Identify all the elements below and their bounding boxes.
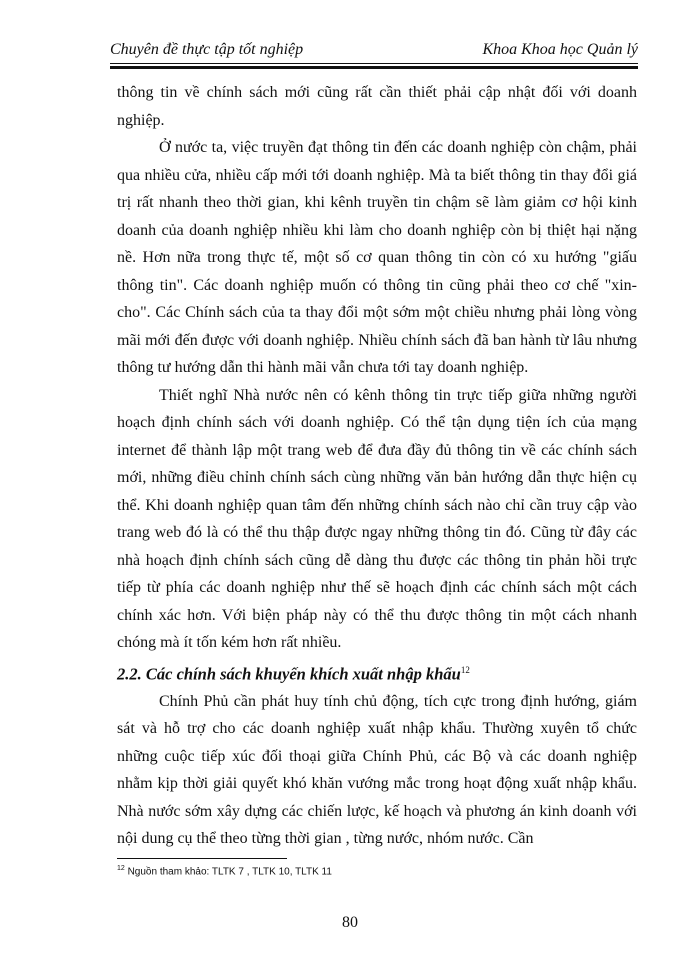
page-number: 80 <box>342 914 358 931</box>
header-left-title: Chuyên đề thực tập tốt nghiệp <box>110 41 304 58</box>
paragraph: Thiết nghĩ Nhà nước nên có kênh thông tin trực tiếp giữa những người hoạch định chính sách với doanh nghiệp. Có thể tận dụng tiện ích của mạng internet để thành lập một trang web để đưa đầy đủ thông tin về các chính sách mới, những điều chỉnh chính sách cùng những văn bản hướng dẫn thực hiện cụ thể. Khi doanh nghiệp quan tâm đến những chính sách nào chỉ cần truy cập vào trang web đó là có thể thu thập được ngay những thông tin đó. Cũng từ đây các nhà hoạch định chính sách cũng dễ dàng thu được các thông tin phản hồi trực tiếp từ phía các doanh nghiệp như thế sẽ hoạch định các chính sách một cách chính xác hơn. Với biện pháp này có thể thu được thông tin một cách nhanh chóng mà ít tốn kém hơn rất nhiều. <box>117 386 637 651</box>
section-heading-text: 2.2. Các chính sách khuyến khích xuất nhập khẩu <box>117 664 461 683</box>
footnote-text: Nguồn tham khảo: TLTK 7 , TLTK 10, TLTK 11 <box>124 866 332 878</box>
footnote <box>117 865 332 877</box>
page-header <box>110 40 638 60</box>
header-right-title: Khoa Khoa học Quản lý <box>482 41 638 58</box>
paragraph: Chính Phủ cần phát huy tính chủ động, tích cực trong định hướng, giám sát và hỗ trợ cho các doanh nghiệp xuất nhập khẩu. Thường xuyên tổ chức những cuộc tiếp xúc đối thoại giữa Chính Phủ, các Bộ và các doanh nghiệp nhằm kịp thời giải quyết khó khăn vướng mắc trong hoạt động xuất nhập khẩu. Nhà nước sớm xây dựng các chiến lược, kế hoạch và phương án kinh doanh với nội dung cụ thể theo từng thời gian , từng nước, nhóm nước. Cần <box>117 692 637 847</box>
header-rule-thick <box>110 66 638 69</box>
footnote-number: 12 <box>117 865 125 872</box>
footnote-divider <box>117 858 287 859</box>
paragraph: Ở nước ta, việc truyền đạt thông tin đến các doanh nghiệp còn chậm, phải qua nhiều cửa, nhiều cấp mới tới doanh nghiệp. Mà ta biết thông tin thay đổi giá trị rất nhanh theo thời gian, khi kênh truyền tin chậm sẽ làm giảm cơ hội kinh doanh của doanh nghiệp nhiều khi làm cho doanh nghiệp còn bị thiệt hại nặng nề. Hơn nữa trong thực tế, một số cơ quan thông tin còn có xu hướng "giấu thông tin". Các doanh nghiệp muốn có thông tin cũng phải theo cơ chế "xin- cho". Các Chính sách của ta thay đổi một sớm một chiều nhưng phải lòng vòng mãi mới đến được với doanh nghiệp. Nhiều chính sách đã ban hành từ lâu nhưng thông tư hướng dẫn thi hành mãi vẫn chưa tới tay doanh nghiệp. <box>117 139 637 376</box>
footnote-reference[interactable]: 12 <box>460 664 470 675</box>
header-rule-thin <box>110 63 638 64</box>
section-heading <box>117 657 637 688</box>
body-text <box>117 79 637 853</box>
paragraph-continued: thông tin về chính sách mới cũng rất cần thiết phải cập nhật đối với doanh nghiệp. <box>117 84 637 129</box>
